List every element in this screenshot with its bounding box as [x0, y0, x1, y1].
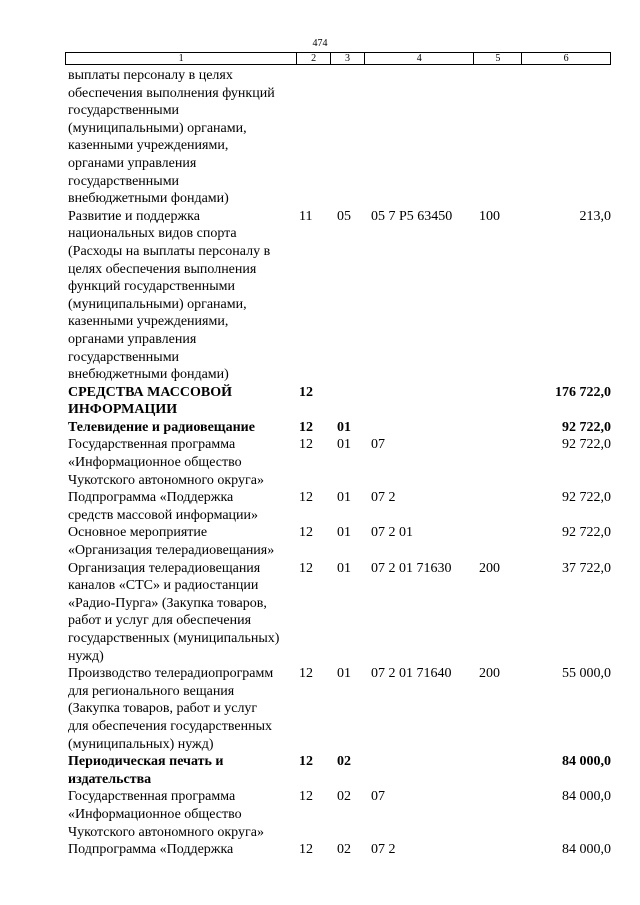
target-article-code	[365, 384, 475, 419]
target-article-code: 07 2	[371, 490, 396, 506]
expense-type-code	[475, 788, 523, 841]
description-line: «Информационное общество	[68, 806, 242, 822]
amount: 55 000,0	[562, 666, 611, 682]
row-description	[65, 560, 297, 666]
subsection-code: 02	[337, 842, 351, 858]
amount: 92 722,0	[562, 490, 611, 506]
description-line: Развитие и поддержка	[68, 208, 200, 224]
description-line: работ и услуг для обеспечения	[68, 613, 252, 629]
row-description	[65, 384, 297, 419]
row-description	[65, 788, 297, 841]
description-line: обеспечения выполнения функций	[68, 85, 275, 101]
amount: 92 722,0	[562, 419, 611, 435]
description-line: государственных (муниципальных)	[68, 631, 280, 646]
description-line: Государственная программа	[68, 789, 236, 805]
subsection-code: 01	[337, 419, 351, 435]
description-line: выплаты персоналу в целях	[68, 68, 233, 83]
expense-type-code	[475, 436, 523, 489]
amount: 84 000,0	[562, 789, 611, 805]
target-article-code: 07	[371, 789, 385, 805]
table-row	[65, 753, 611, 788]
description-line: государственными	[68, 103, 180, 119]
description-line: средств массовой информации»	[68, 507, 259, 523]
row-description	[65, 208, 297, 384]
target-article-code	[365, 67, 475, 208]
row-description	[65, 524, 297, 559]
description-line: для регионального вещания	[68, 683, 235, 699]
amount: 213,0	[579, 208, 611, 224]
table-row	[65, 560, 611, 666]
subsection-code: 01	[337, 560, 351, 576]
target-article-code: 07	[371, 437, 385, 453]
expense-type-code	[475, 841, 523, 859]
header-col-2: 2	[297, 53, 331, 64]
subsection-code: 01	[337, 490, 351, 506]
amount: 92 722,0	[562, 525, 611, 541]
target-article-code: 07 2 01 71640	[371, 666, 452, 682]
row-description	[65, 753, 297, 788]
table-header	[65, 52, 611, 65]
amount: 176 722,0	[555, 384, 611, 400]
description-line: органами управления	[68, 331, 197, 347]
row-description	[65, 489, 297, 524]
section-code: 11	[299, 208, 313, 224]
subsection-code: 02	[337, 754, 351, 770]
expense-type-code: 100	[479, 208, 500, 224]
table-row	[65, 419, 611, 437]
description-line: органами управления	[68, 155, 197, 171]
budget-table-body	[65, 67, 611, 859]
description-line: (муниципальных) нужд)	[68, 736, 214, 752]
header-col-1: 1	[66, 53, 297, 64]
row-description	[65, 67, 297, 208]
subsection-code: 01	[337, 437, 351, 453]
expense-type-code	[475, 524, 523, 559]
expense-type-code	[475, 489, 523, 524]
section-code: 12	[299, 754, 313, 770]
description-line: Организация телерадиовещания	[68, 560, 261, 576]
subsection-code	[331, 384, 365, 419]
description-line: государственными	[68, 173, 180, 189]
row-description	[65, 436, 297, 489]
section-code: 12	[299, 789, 313, 805]
section-code	[297, 67, 331, 208]
section-code: 12	[299, 525, 313, 541]
description-line: Телевидение и радиовещание	[68, 419, 255, 435]
subsection-code	[331, 67, 365, 208]
description-line: (Расходы на выплаты персоналу в	[68, 243, 271, 259]
section-code: 12	[299, 842, 313, 858]
header-col-3: 3	[331, 53, 365, 64]
subsection-code: 02	[337, 789, 351, 805]
target-article-code: 05 7 Р5 63450	[371, 208, 453, 224]
subsection-code: 01	[337, 666, 351, 682]
description-line: СРЕДСТВА МАССОВОЙ	[68, 384, 233, 400]
description-line: (муниципальными) органами,	[68, 120, 247, 136]
expense-type-code: 200	[479, 666, 500, 682]
expense-type-code	[475, 753, 523, 788]
target-article-code: 07 2 01 71630	[371, 560, 452, 576]
table-row	[65, 665, 611, 753]
description-line: государственными	[68, 349, 180, 365]
section-code: 12	[299, 490, 313, 506]
description-line: казенными учреждениями,	[68, 138, 229, 154]
header-col-5: 5	[474, 53, 522, 64]
description-line: Государственная программа	[68, 437, 236, 453]
table-row	[65, 524, 611, 559]
table-row	[65, 384, 611, 419]
description-line: «Радио-Пурга» (Закупка товаров,	[68, 595, 267, 611]
amount: 37 722,0	[562, 560, 611, 576]
description-line: Чукотского автономного округа»	[68, 472, 264, 488]
target-article-code: 07 2	[371, 842, 396, 858]
description-line: нужд)	[68, 648, 104, 664]
description-line: казенными учреждениями,	[68, 314, 229, 330]
section-code: 12	[299, 666, 313, 682]
section-code: 12	[299, 560, 313, 576]
target-article-code	[365, 419, 475, 437]
expense-type-code	[475, 419, 523, 437]
description-line: издательства	[68, 771, 152, 787]
expense-type-code: 200	[479, 560, 500, 576]
description-line: национальных видов спорта	[68, 226, 237, 242]
description-line: внебюджетными фондами)	[68, 367, 229, 383]
header-col-6: 6	[563, 53, 569, 64]
section-code: 12	[299, 419, 313, 435]
description-line: (Закупка товаров, работ и услуг	[68, 701, 258, 717]
description-line: ИНФОРМАЦИИ	[68, 402, 178, 418]
description-line: Периодическая печать и	[68, 754, 224, 770]
description-line: Подпрограмма «Поддержка	[68, 490, 234, 506]
description-line: для обеспечения государственных	[68, 718, 272, 734]
subsection-code: 05	[337, 208, 351, 224]
section-code: 12	[299, 384, 313, 400]
target-article-code	[365, 753, 475, 788]
description-line: «Информационное общество	[68, 455, 242, 471]
table-row	[65, 489, 611, 524]
amount: 84 000,0	[562, 754, 611, 770]
row-description	[65, 841, 297, 859]
table-row	[65, 208, 611, 384]
description-line: функций государственными	[68, 279, 236, 295]
row-description	[65, 665, 297, 753]
description-line: Чукотского автономного округа»	[68, 824, 264, 840]
amount: 84 000,0	[562, 842, 611, 858]
description-line: Основное мероприятие	[68, 525, 208, 541]
description-line: «Организация телерадиовещания»	[68, 543, 275, 559]
description-line: (муниципальными) органами,	[68, 296, 247, 312]
expense-type-code	[475, 67, 523, 208]
amount	[523, 67, 611, 208]
subsection-code: 01	[337, 525, 351, 541]
table-row	[65, 436, 611, 489]
amount: 92 722,0	[562, 437, 611, 453]
description-line: каналов «СТС» и радиостанции	[68, 578, 259, 594]
description-line: Производство телерадиопрограмм	[68, 666, 274, 682]
table-row	[65, 841, 611, 859]
target-article-code: 07 2 01	[371, 525, 413, 541]
row-description	[65, 419, 297, 437]
table-row	[65, 788, 611, 841]
page-number: 474	[312, 38, 328, 49]
header-col-4: 4	[365, 53, 475, 64]
section-code: 12	[299, 437, 313, 453]
description-line: целях обеспечения выполнения	[68, 261, 257, 277]
description-line: внебюджетными фондами)	[68, 191, 229, 207]
description-line: Подпрограмма «Поддержка	[68, 842, 234, 858]
table-row	[65, 67, 611, 208]
expense-type-code	[475, 384, 523, 419]
